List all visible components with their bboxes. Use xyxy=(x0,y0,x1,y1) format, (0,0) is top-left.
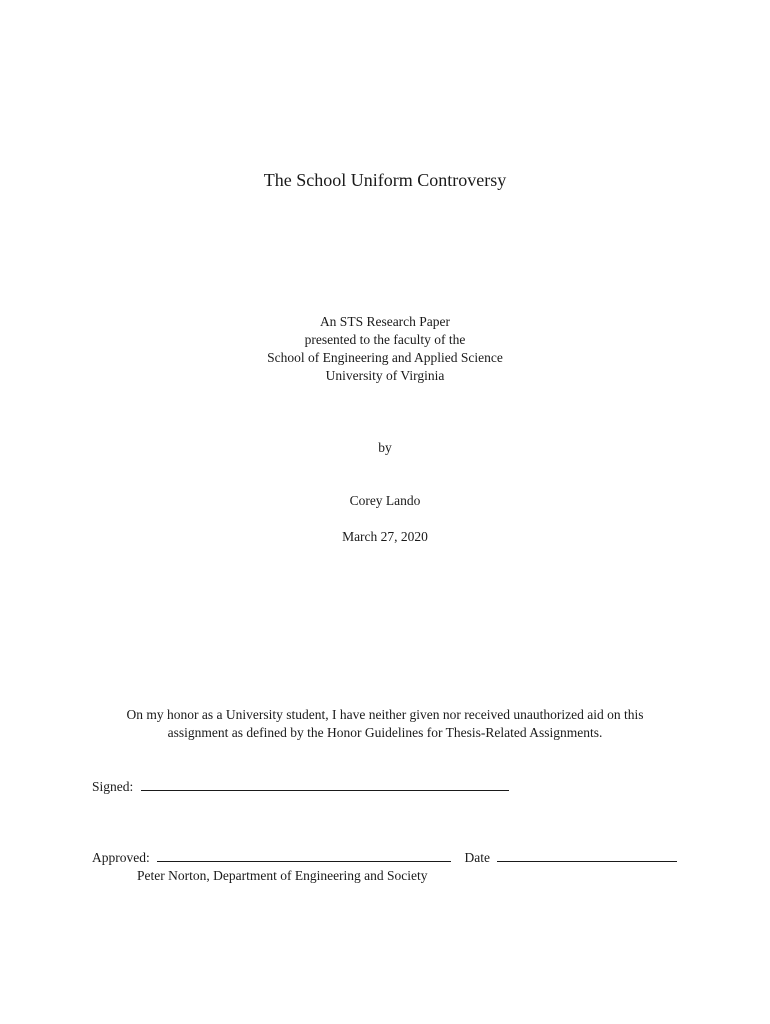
subtitle-line: An STS Research Paper xyxy=(319,314,451,329)
honor-pledge-line: On my honor as a University student, I have neither given nor received unauthorized aid on this xyxy=(126,707,644,722)
approval-date-line[interactable] xyxy=(497,849,677,862)
subtitle-line: presented to the faculty of the xyxy=(304,332,466,347)
approval-signature-line[interactable] xyxy=(157,849,451,862)
subtitle-line: School of Engineering and Applied Science xyxy=(267,350,503,365)
honor-pledge-line: assignment as defined by the Honor Guidelines for Thesis-Related Assignments. xyxy=(167,725,603,740)
approval-row xyxy=(92,849,677,867)
approver-name: Peter Norton, Department of Engineering and Society xyxy=(137,868,428,883)
signature-line[interactable] xyxy=(141,778,509,791)
subtitle-line: University of Virginia xyxy=(325,368,445,383)
document-date: March 27, 2020 xyxy=(342,529,428,544)
date-label: Date xyxy=(464,850,490,865)
document-title: The School Uniform Controversy xyxy=(263,170,507,190)
honor-pledge xyxy=(0,706,770,742)
submission-statement xyxy=(0,313,770,385)
author-name: Corey Lando xyxy=(349,493,421,508)
signature-row xyxy=(92,778,509,796)
approved-label: Approved: xyxy=(92,850,150,865)
by-label: by xyxy=(378,440,392,455)
signed-label: Signed: xyxy=(92,779,134,794)
